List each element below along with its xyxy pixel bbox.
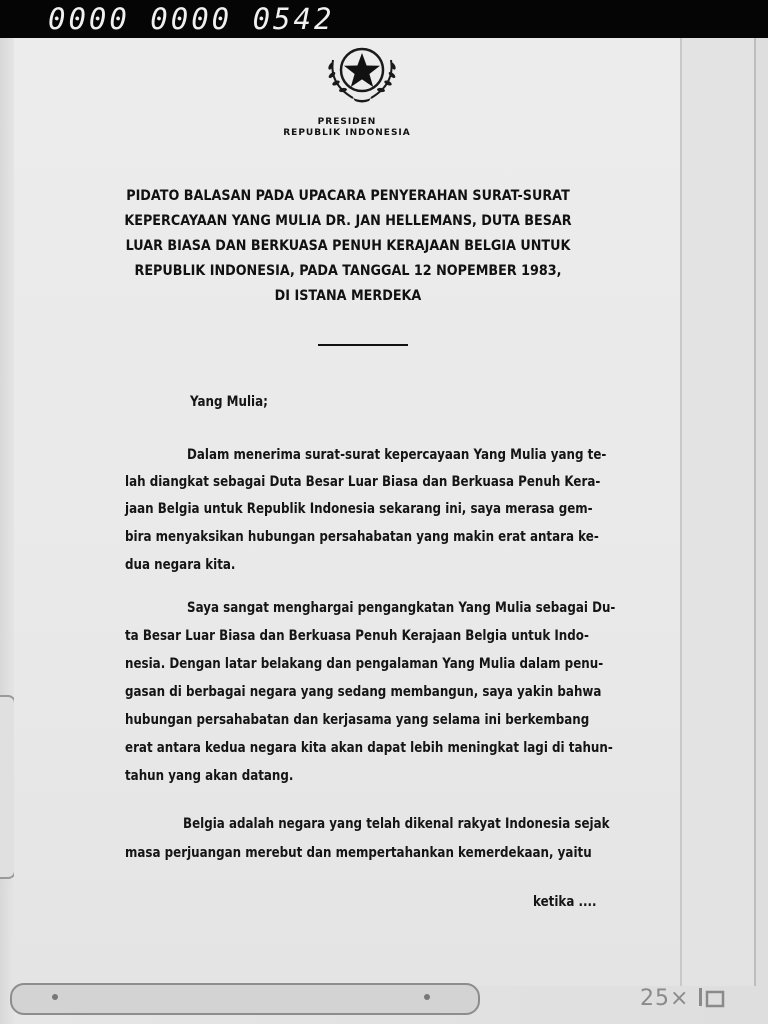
title-line: DI ISTANA MERDEKA xyxy=(274,288,422,304)
letterhead-line-1: PRESIDEN xyxy=(317,117,377,127)
paragraph-line: erat antara kedua negara kita akan dapat lebih meningkat lagi di tahun- xyxy=(125,740,613,756)
paragraph-line: Dalam menerima surat-surat kepercayaan Yang Mulia yang te- xyxy=(187,447,607,463)
title-line: KEPERCAYAAN YANG MULIA DR. JAN HELLEMANS, DUTA BESAR xyxy=(124,213,572,229)
title-line: LUAR BIASA DAN BERKUASA PENUH KERAJAAN BELGIA UNTUK xyxy=(125,238,571,254)
title-underline xyxy=(318,344,408,346)
paragraph-line: nesia. Dengan latar belakang dan pengalaman Yang Mulia dalam penu- xyxy=(125,656,604,672)
paragraph-line: ta Besar Luar Biasa dan Berkuasa Penuh Kerajaan Belgia untuk Indo- xyxy=(125,628,589,644)
paragraph-line: jaan Belgia untuk Republik Indonesia sekarang ini, saya merasa gem- xyxy=(125,501,593,517)
salutation: Yang Mulia; xyxy=(190,394,268,410)
title-line: PIDATO BALASAN PADA UPACARA PENYERAHAN SURAT-SURAT xyxy=(126,188,570,204)
reduction-mark-icon xyxy=(697,986,727,1008)
rivet-icon xyxy=(424,994,430,1000)
paragraph-line: tahun yang akan datang. xyxy=(125,768,294,784)
paragraph-line: masa perjuangan merebut dan mempertahankan kemerdekaan, yaitu xyxy=(125,845,592,861)
speech-title xyxy=(22,184,673,309)
paragraph-line: bira menyaksikan hubungan persahabatan yang makin erat antara ke- xyxy=(125,529,599,545)
continuation-marker: ketika .... xyxy=(533,894,597,910)
paragraph-line: Saya sangat menghargai pengangkatan Yang Mulia sebagai Du- xyxy=(187,600,616,616)
film-frame-number: 0000 0000 0542 xyxy=(48,2,335,36)
paragraph-line: Belgia adalah negara yang telah dikenal rakyat Indonesia sejak xyxy=(183,816,610,832)
paragraph-line: dua negara kita. xyxy=(125,557,236,573)
bottom-binder-bar xyxy=(10,983,480,1015)
paragraph-line: lah diangkat sebagai Duta Besar Luar Biasa dan Berkuasa Penuh Kera- xyxy=(125,474,601,490)
paragraph-line: hubungan persahabatan dan kerjasama yang selama ini berkembang xyxy=(125,712,590,728)
title-line: REPUBLIK INDONESIA, PADA TANGGAL 12 NOPEMBER 1983, xyxy=(134,263,562,279)
presidential-seal-icon xyxy=(319,40,405,104)
rivet-icon xyxy=(52,994,58,1000)
film-strip xyxy=(0,0,768,38)
letterhead-line-2: REPUBLIK INDONESIA xyxy=(283,128,411,138)
right-margin-sheet xyxy=(682,38,756,986)
reduction-ratio-label: 25× xyxy=(640,986,727,1011)
paragraph-line: gasan di berbagai negara yang sedang membangun, saya yakin bahwa xyxy=(125,684,602,700)
